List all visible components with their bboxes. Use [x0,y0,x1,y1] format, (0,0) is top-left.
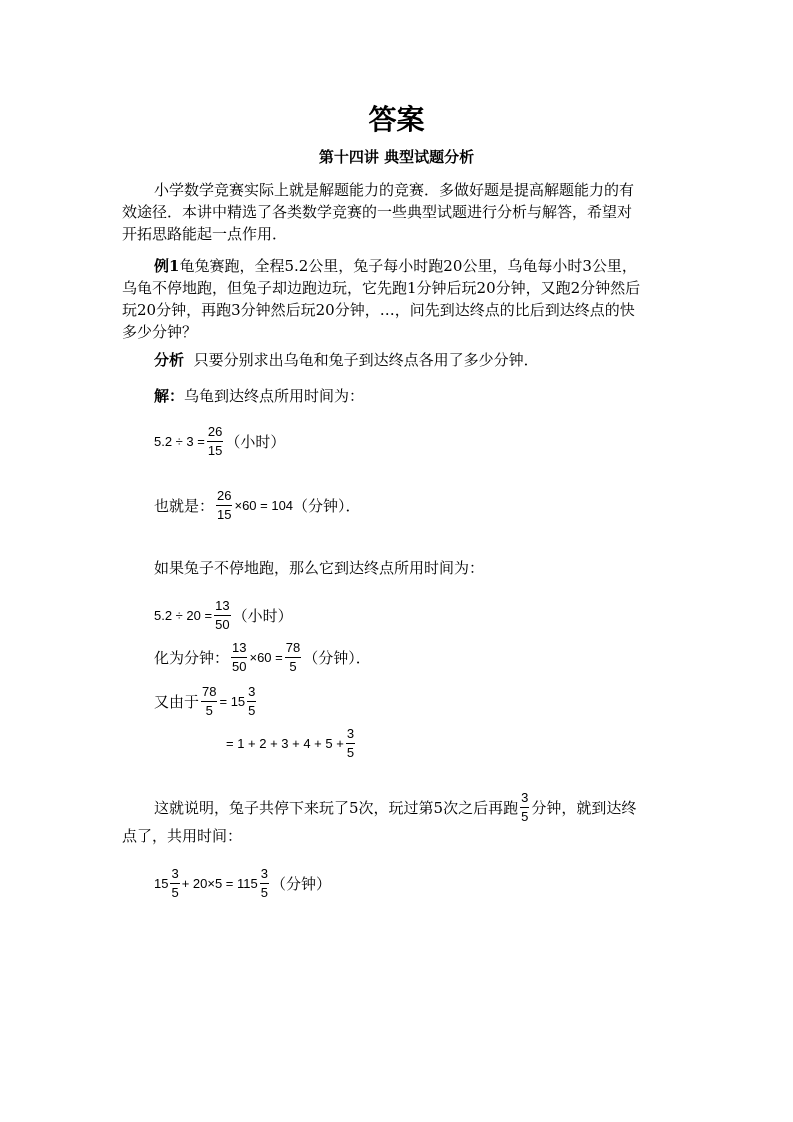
example-line: 多少分钟？ [122,323,198,341]
fraction: $\frac{3}{5}$ [521,790,529,824]
equation-mixed-number: 又由于 $\frac{78}{5}$ = 15 $\frac{3}{5}$ [154,684,256,718]
fraction: $\frac{3}{5}$ [248,684,256,718]
analysis-text: 只要分别求出乌龟和兔子到达终点各用了多少分钟． [193,351,539,369]
equation-turtle-minutes: 也就是： $\frac{26}{15}$ ×60 = 104 （分钟）． [154,488,361,522]
explanation-line: 这就说明，兔子共停下来玩了5次，玩过第5次之后再跑 $\frac{3}{5}$ 分钟，就到达终 [154,790,637,824]
lesson-subtitle: 第十四讲 典型试题分析 [318,148,475,166]
fraction: $\frac{3}{5}$ [346,726,355,760]
solution-text: 乌龟到达终点所用时间为： [184,387,365,405]
intro-line: 效途径．本讲中精选了各类数学竞赛的一些典型试题进行分析与解答，希望对 [122,203,633,221]
fraction: $\frac{13}{50}$ [232,640,247,674]
fraction: $\frac{78}{5}$ [285,640,301,674]
fraction: $\frac{26}{15}$ [207,424,223,458]
analysis-label: 分析 [154,351,185,369]
page-title: 答案 [368,103,425,136]
intro-line: 小学数学竞赛实际上就是解题能力的竞赛．多做好题是提高解题能力的有 [154,181,635,199]
equation-rabbit-minutes: 化为分钟： $\frac{13}{50}$ ×60 = $\frac{78}{5}$ （分钟）． [154,640,371,674]
equation-rabbit-hours: 5.2 ÷ 20 = $\frac{13}{50}$ （小时） [154,598,293,632]
solution-line [154,386,364,406]
equation-turtle-hours: 5.2 ÷ 3 = $\frac{26}{15}$ （小时） [154,424,286,458]
fraction: $\frac{26}{15}$ [217,488,232,522]
explanation-line: 点了，共用时间： [122,827,243,845]
fraction: $\frac{3}{5}$ [171,866,179,900]
fraction: $\frac{13}{50}$ [215,598,230,632]
fraction: $\frac{3}{5}$ [260,866,268,900]
equation-total-time: 15 $\frac{3}{5}$ + 20×5 = 115 $\frac{3}{5}$ （分钟） [154,866,331,900]
equation-sum-decomposition: = 1 + 2 + 3 + 4 + 5 + $\frac{3}{5}$ [226,726,355,760]
fraction: $\frac{78}{5}$ [202,684,217,718]
rabbit-intro: 如果兔子不停地跑，那么它到达终点所用时间为： [154,559,485,577]
analysis-paragraph [154,350,539,370]
intro-line: 开拓思路能起一点作用． [122,225,288,243]
example-line: 玩20分钟，再跑3分钟然后玩20分钟，…，问先到达终点的比后到达终点的快 [122,301,635,319]
example-line: 龟兔赛跑，全程5.2公里，兔子每小时跑20公里，乌龟每小时3公里， [179,257,637,275]
example-label: 例1 [154,257,180,275]
example-line: 乌龟不停地跑，但兔子却边跑边玩，它先跑1分钟后玩20分钟，又跑2分钟然后 [122,279,641,297]
solution-label: 解： [154,387,185,405]
